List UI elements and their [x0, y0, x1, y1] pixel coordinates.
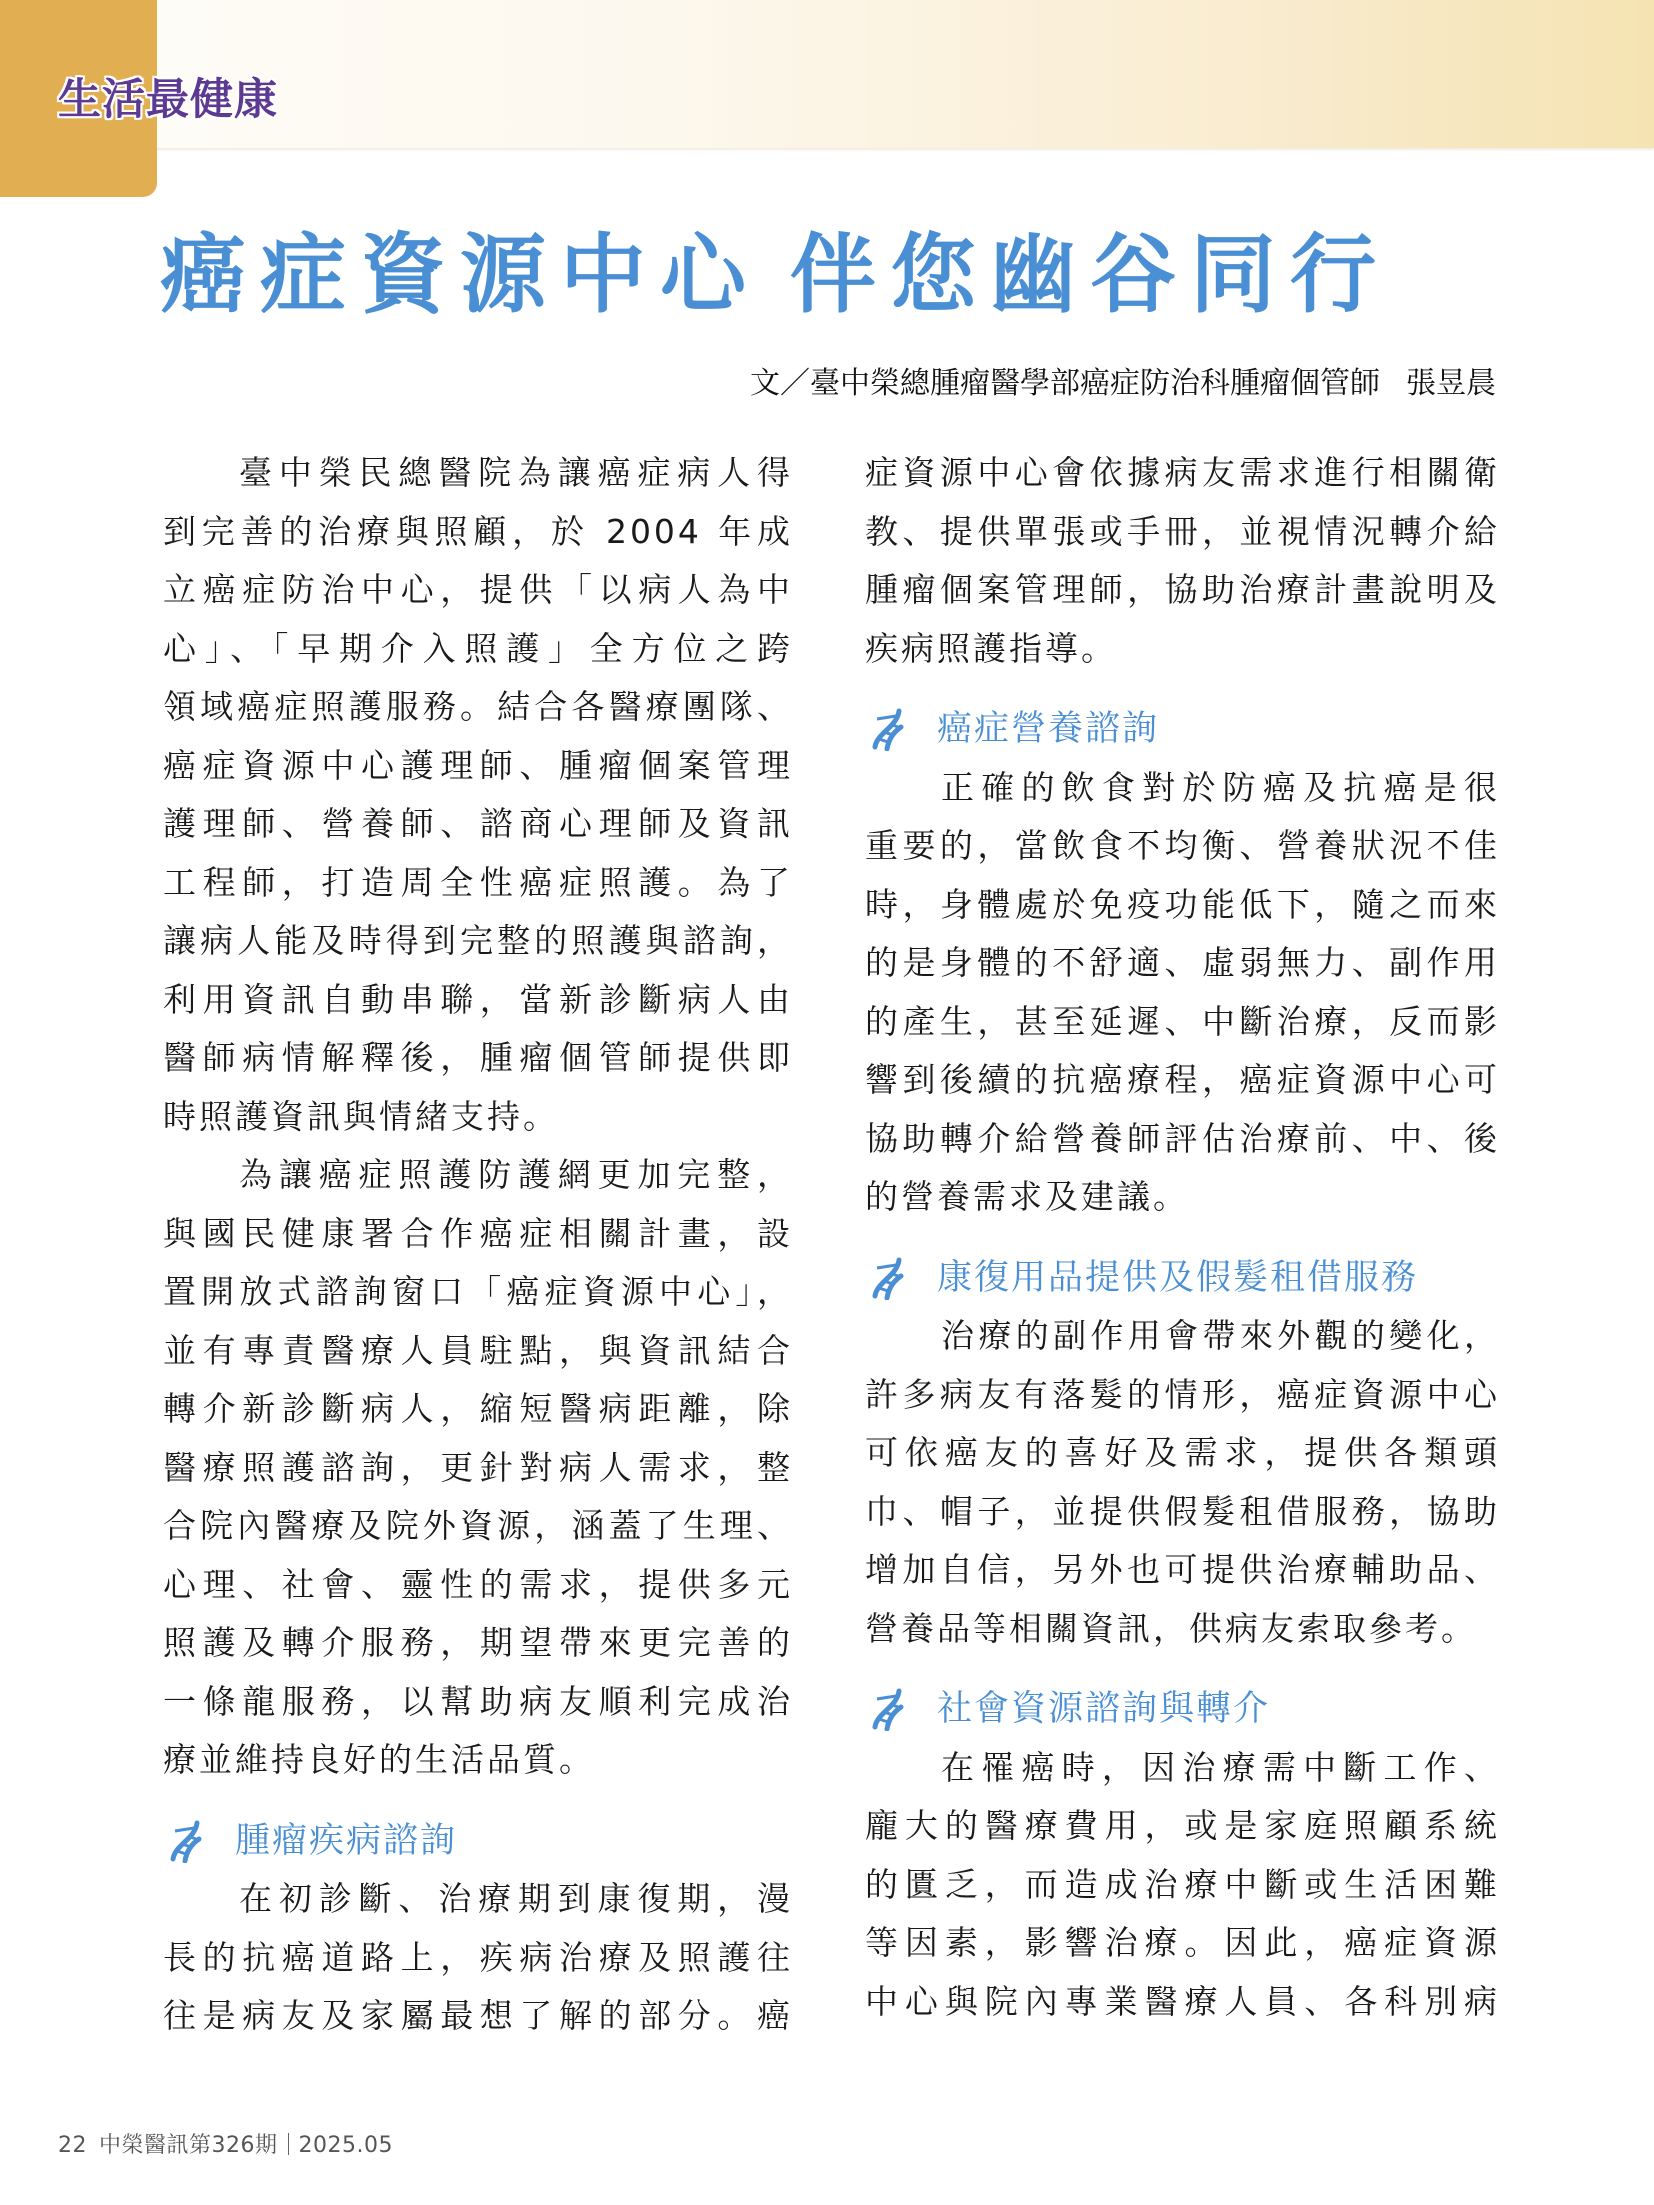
- left-column: [163, 444, 793, 2046]
- text-line: 長的抗癌道路上，疾病治療及照護往: [163, 1937, 793, 1977]
- text-line: 的產生，甚至延遲、中斷治療，反而影: [865, 1001, 1500, 1041]
- dna-icon: [867, 1256, 905, 1300]
- section-heading: [865, 1249, 1500, 1308]
- text-line: 醫療照護諮詢，更針對病人需求，整: [163, 1447, 793, 1487]
- section-heading: [163, 1812, 793, 1871]
- text-line: 巾、帽子，並提供假髮租借服務，協助: [865, 1491, 1500, 1531]
- text-line: 龐大的醫療費用，或是家庭照顧系統: [865, 1806, 1500, 1845]
- text-line: 療並維持良好的生活品質。: [163, 1740, 595, 1779]
- section-nutrition-consult: [865, 700, 1500, 1227]
- text-line: 疾病照護指導。: [865, 628, 1117, 668]
- text-line: 照護及轉介服務，期望帶來更完善的: [163, 1623, 793, 1662]
- text-line: 增加自信，另外也可提供治療輔助品、: [865, 1550, 1500, 1589]
- section-label: 生活最健康: [58, 75, 278, 125]
- text-line: 時照護資訊與情緒支持。: [163, 1096, 559, 1136]
- section-social-resources: [865, 1680, 1500, 2031]
- byline: [750, 358, 1496, 402]
- text-line: 合院內醫療及院外資源，涵蓋了生理、: [163, 1506, 793, 1545]
- text-line: 轉介新診斷病人，縮短醫病距離，除: [163, 1389, 793, 1428]
- right-column: [865, 444, 1500, 2031]
- article-title: [160, 225, 1500, 325]
- text-line: 等因素，影響治療。因此，癌症資源: [865, 1923, 1500, 1962]
- dna-icon: [867, 1687, 905, 1731]
- page-footer: [58, 2128, 393, 2159]
- section-tumor-consult: [163, 1812, 793, 2046]
- text-line: 正確的飲食對於防癌及抗癌是很: [941, 767, 1500, 807]
- footer-divider: [288, 2133, 289, 2155]
- text-line: 一條龍服務，以幫助病友順利完成治: [163, 1681, 793, 1721]
- text-line: 心理、社會、靈性的需求，提供多元: [163, 1564, 793, 1604]
- section-heading-text: 癌症營養諮詢: [937, 709, 1160, 749]
- section-rehab-wig-service: [865, 1249, 1500, 1659]
- text-line: 與國民健康署合作癌症相關計畫，設: [163, 1213, 793, 1253]
- section-heading-text: 社會資源諮詢與轉介: [937, 1689, 1271, 1729]
- page-number: 22: [58, 2133, 87, 2158]
- text-line: 的營養需求及建議。: [865, 1177, 1189, 1216]
- byline-author: 張昱晨: [1406, 366, 1496, 401]
- title-part-1: 癌症資源中心: [160, 225, 760, 325]
- text-line: 置開放式諮詢窗口「癌症資源中心」，: [163, 1272, 793, 1311]
- section-tumor-consult-continued: [865, 444, 1500, 678]
- text-line: 中心與院內專業醫療人員、各科別病: [865, 1981, 1500, 2021]
- publication-name: 中榮醫訊第326期: [99, 2133, 278, 2158]
- section-heading: [865, 1680, 1500, 1739]
- text-line: 協助轉介給營養師評估治療前、中、後: [865, 1118, 1500, 1158]
- publication-date: 2025.05: [298, 2133, 393, 2158]
- text-line: 可依癌友的喜好及需求，提供各類頭: [865, 1433, 1500, 1472]
- text-line: 的匱乏，而造成治療中斷或生活困難: [865, 1864, 1500, 1904]
- text-line: 護理師、營養師、諮商心理師及資訊: [163, 804, 793, 843]
- text-line: 教、提供單張或手冊，並視情況轉介給: [865, 511, 1500, 551]
- title-part-2: 伴您幽谷同行: [790, 225, 1390, 325]
- text-line: 癌症資源中心護理師、腫瘤個案管理: [163, 745, 793, 785]
- paragraph-intro: [163, 444, 793, 1146]
- text-line: 時，身體處於免疫功能低下，隨之而來: [865, 884, 1500, 924]
- section-heading-text: 腫瘤疾病諮詢: [235, 1820, 458, 1861]
- paragraph-network: [163, 1146, 793, 1790]
- text-line: 立癌症防治中心，提供「以病人為中: [163, 570, 793, 609]
- text-line: 症資源中心會依據病友需求進行相關衛: [865, 453, 1500, 492]
- text-line: 並有專責醫療人員駐點，與資訊結合: [163, 1330, 793, 1370]
- text-line: 重要的，當飲食不均衡、營養狀況不佳: [865, 826, 1500, 865]
- text-line: 在初診斷、治療期到康復期，漫: [239, 1879, 793, 1918]
- text-line: 心」、「早期介入照護」全方位之跨: [163, 628, 793, 668]
- section-heading: [865, 700, 1500, 759]
- dna-icon: [867, 707, 905, 751]
- text-line: 許多病友有落髮的情形，癌症資源中心: [865, 1374, 1500, 1414]
- text-line: 為讓癌症照護防護網更加完整，: [239, 1155, 793, 1194]
- text-line: 往是病友及家屬最想了解的部分。癌: [163, 1996, 793, 2035]
- text-line: 到完善的治療與照顧，於 2004 年成: [163, 511, 793, 551]
- text-line: 的是身體的不舒適、虛弱無力、副作用: [865, 943, 1500, 982]
- text-line: 讓病人能及時得到完整的照護與諮詢，: [163, 921, 793, 960]
- text-line: 響到後續的抗癌療程，癌症資源中心可: [865, 1060, 1500, 1099]
- text-line: 在罹癌時，因治療需中斷工作、: [941, 1747, 1500, 1787]
- text-line: 醫師病情解釋後，腫瘤個管師提供即: [163, 1038, 793, 1077]
- byline-role: 文／臺中榮總腫瘤醫學部癌症防治科腫瘤個管師: [750, 366, 1380, 401]
- text-line: 利用資訊自動串聯，當新診斷病人由: [163, 979, 793, 1019]
- section-heading-text: 康復用品提供及假髮租借服務: [937, 1257, 1419, 1298]
- text-line: 臺中榮民總醫院為讓癌症病人得: [239, 453, 793, 492]
- text-line: 治療的副作用會帶來外觀的變化，: [941, 1316, 1500, 1355]
- text-line: 營養品等相關資訊，供病友索取參考。: [865, 1608, 1477, 1648]
- text-line: 工程師，打造周全性癌症照護。為了: [163, 862, 793, 902]
- text-line: 腫瘤個案管理師，協助治療計畫說明及: [865, 570, 1500, 609]
- dna-icon: [165, 1819, 203, 1863]
- text-line: 領域癌症照護服務。結合各醫療團隊、: [163, 687, 793, 726]
